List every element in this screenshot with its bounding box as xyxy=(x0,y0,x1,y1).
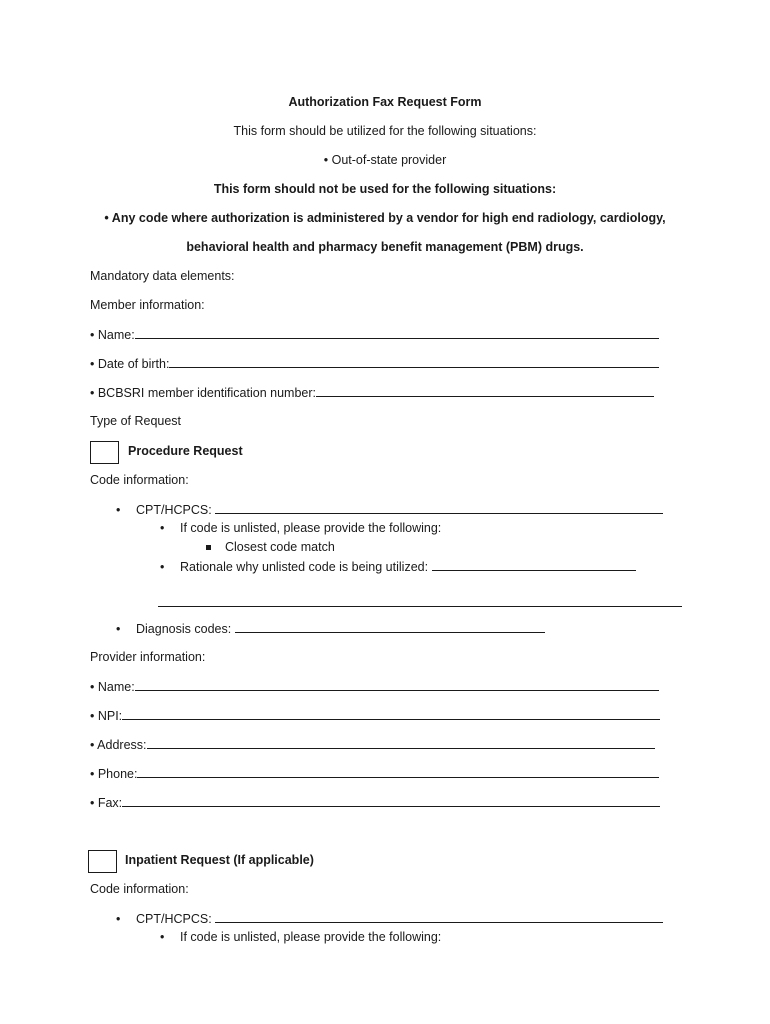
bullet-icon: • xyxy=(116,622,121,636)
member-id-label: • BCBSRI member identification number: xyxy=(90,386,316,400)
request-type-heading: Type of Request xyxy=(90,414,182,428)
inpatient-unlisted-label: If code is unlisted, please provide the following: xyxy=(180,930,442,944)
provider-npi-label: • NPI: xyxy=(90,709,123,723)
provider-address-field[interactable] xyxy=(90,736,655,753)
procedure-unlisted-label: If code is unlisted, please provide the following: xyxy=(180,521,442,535)
member-id-field[interactable] xyxy=(90,384,654,401)
bullet-icon: • xyxy=(160,521,165,535)
diagnosis-field[interactable] xyxy=(116,620,545,637)
procedure-code-heading: Code information: xyxy=(90,473,189,487)
member-name-field[interactable] xyxy=(90,326,659,343)
member-info-heading: Member information: xyxy=(90,298,205,312)
procedure-request-checkbox[interactable] xyxy=(90,441,119,464)
bullet-icon: • xyxy=(116,503,121,517)
provider-phone-label: • Phone: xyxy=(90,767,138,781)
inpatient-cpt-label: CPT/HCPCS: xyxy=(136,912,212,926)
provider-fax-blank[interactable] xyxy=(122,794,660,807)
member-dob-blank[interactable] xyxy=(169,355,659,368)
use-case-out-of-state: • Out-of-state provider xyxy=(323,153,447,167)
form-title: Authorization Fax Request Form xyxy=(288,95,482,109)
provider-fax-label: • Fax: xyxy=(90,796,123,810)
exclusion-line-2: behavioral health and pharmacy benefit management (PBM) drugs. xyxy=(186,240,584,254)
provider-name-field[interactable] xyxy=(90,678,659,695)
rationale-field[interactable] xyxy=(160,558,636,575)
provider-info-heading: Provider information: xyxy=(90,650,206,664)
provider-npi-field[interactable] xyxy=(90,707,660,724)
provider-name-label: • Name: xyxy=(90,680,135,694)
member-dob-field[interactable] xyxy=(90,355,659,372)
rationale-blank[interactable] xyxy=(432,558,636,571)
procedure-cpt-field[interactable] xyxy=(116,501,663,518)
inpatient-unlisted-item xyxy=(160,929,441,945)
mandatory-heading: Mandatory data elements: xyxy=(90,269,235,283)
diagnosis-label: Diagnosis codes: xyxy=(136,622,232,636)
procedure-request-label: Procedure Request xyxy=(128,444,243,458)
not-used-heading: This form should not be used for the following situations: xyxy=(213,182,557,196)
member-name-blank[interactable] xyxy=(135,326,659,339)
inpatient-request-checkbox[interactable] xyxy=(88,850,117,873)
procedure-unlisted-item xyxy=(160,520,441,536)
member-id-blank[interactable] xyxy=(316,384,654,397)
inpatient-cpt-field[interactable] xyxy=(116,910,663,927)
procedure-cpt-blank[interactable] xyxy=(215,501,663,514)
rationale-extra-line[interactable] xyxy=(158,606,682,607)
bullet-icon: • xyxy=(160,930,165,944)
intro-text: This form should be utilized for the following situations: xyxy=(233,124,537,138)
member-name-label: • Name: xyxy=(90,328,135,342)
closest-code-item xyxy=(206,539,335,555)
rationale-label: Rationale why unlisted code is being utilized: xyxy=(180,560,429,574)
closest-code-label: Closest code match xyxy=(225,540,335,554)
provider-address-blank[interactable] xyxy=(147,736,655,749)
member-dob-label: • Date of birth: xyxy=(90,357,170,371)
bullet-icon: • xyxy=(116,912,121,926)
provider-phone-field[interactable] xyxy=(90,765,659,782)
bullet-icon: • xyxy=(160,560,165,574)
inpatient-cpt-blank[interactable] xyxy=(215,910,663,923)
provider-phone-blank[interactable] xyxy=(137,765,659,778)
provider-npi-blank[interactable] xyxy=(122,707,660,720)
provider-address-label: • Address: xyxy=(90,738,147,752)
procedure-cpt-label: CPT/HCPCS: xyxy=(136,503,212,517)
diagnosis-blank[interactable] xyxy=(235,620,545,633)
inpatient-request-label: Inpatient Request (If applicable) xyxy=(125,853,314,867)
exclusion-line-1: • Any code where authorization is administered by a vendor for high end radiology, cardiology, xyxy=(104,211,666,225)
square-bullet-icon xyxy=(206,545,211,550)
provider-fax-field[interactable] xyxy=(90,794,660,811)
inpatient-code-heading: Code information: xyxy=(90,882,189,896)
provider-name-blank[interactable] xyxy=(135,678,659,691)
